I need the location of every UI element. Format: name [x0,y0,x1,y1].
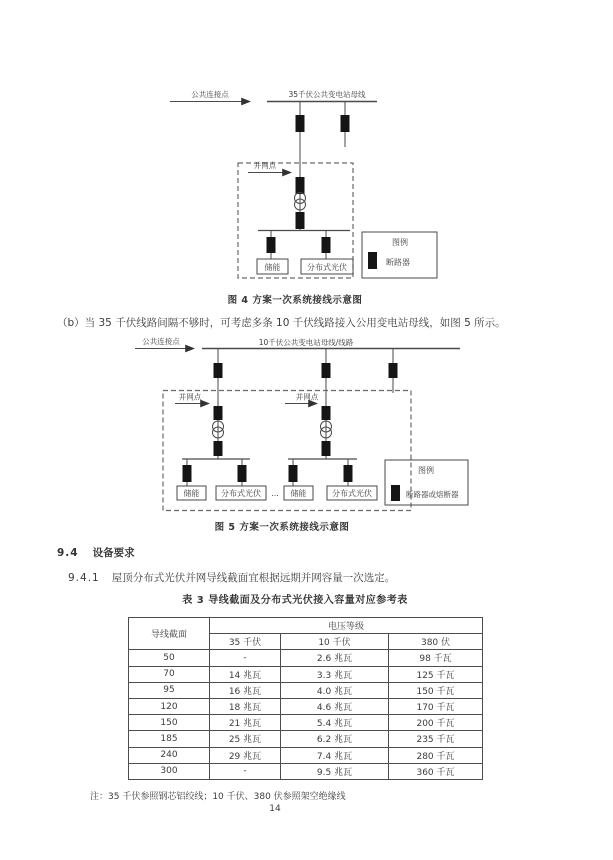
table-cell: 16 兆瓦 [210,682,281,698]
legend-title: 图例 [392,238,408,247]
table-cell: 4.0 兆瓦 [281,682,389,698]
page-number: 14 [269,804,281,814]
table-cell: 25 兆瓦 [210,731,281,747]
table-cell: 300 [129,763,210,779]
breaker-icon [322,441,331,456]
clause-9-4-1 [68,570,568,585]
table-row [129,715,483,731]
pv-label-1: 分布式光伏 [221,489,261,498]
table-row [129,731,483,747]
table-row [129,682,483,698]
grid-point-label-2: 并网点 [295,392,319,402]
clause-number: 9.4.1 [68,572,100,584]
breaker-icon [289,465,298,482]
storage-label-2: 储能 [290,489,307,498]
table-row [129,666,483,682]
table-cell: 280 千瓦 [389,747,483,763]
table-cell: - [210,650,281,666]
breaker-icon [322,406,331,420]
breaker-icon [322,237,331,253]
table-cell: 170 千瓦 [389,698,483,714]
pcc-label: 公共连接点 [142,337,180,346]
table-row [129,763,483,779]
ellipsis-label: ... [271,489,279,498]
breaker-icon [214,363,223,378]
table-note: 注：35 千伏参照钢芯铝绞线；10 千伏、380 伏参照架空绝缘线 [90,792,346,802]
table-cell: 240 [129,747,210,763]
pcc-label: 公共连接点 [191,90,229,99]
conductor-table [128,617,483,780]
pv-label-2: 分布式光伏 [332,489,372,498]
table-cell: 70 [129,666,210,682]
breaker-icon [391,485,400,501]
section-number: 9.4 [57,547,79,559]
breaker-icon [344,465,353,482]
section-title: 设备要求 [92,547,135,559]
breaker-icon [389,363,398,378]
table-row [129,698,483,714]
busbar-label: 10千伏公共变电站母线/线路 [258,338,354,347]
pv-label: 分布式光伏 [307,263,347,272]
grid-point-label: 并网点 [253,161,277,170]
col-header-10kv: 10 千伏 [281,634,389,650]
table-cell: 360 千瓦 [389,763,483,779]
table-cell: 6.2 兆瓦 [281,731,389,747]
storage-label-1: 储能 [183,489,200,498]
table-cell: 120 [129,698,210,714]
busbar-label: 35千伏公共变电站母线 [288,90,366,99]
breaker-icon [296,212,305,229]
table-cell: 4.6 兆瓦 [281,698,389,714]
breaker-icon [238,465,247,482]
plant-boundary-box [163,391,411,511]
breaker-icon [214,406,223,420]
table-cell: 125 千瓦 [389,666,483,682]
table-cell: 150 千瓦 [389,682,483,698]
figure5-diagram [130,335,475,515]
grid-point-label-1: 并网点 [178,392,202,402]
table-cell: 5.4 兆瓦 [281,715,389,731]
figure4-diagram [160,85,450,285]
storage-label: 储能 [264,263,281,272]
table-cell: 200 千瓦 [389,715,483,731]
table-cell: 185 [129,731,210,747]
table-cell: 50 [129,650,210,666]
breaker-icon [296,115,305,132]
table-title: 表 3 导线截面及分布式光伏接入容量对应参考表 [182,595,408,606]
table-cell: 21 兆瓦 [210,715,281,731]
legend-item-label: 断路器或熔断器 [406,490,459,499]
table-cell: 18 兆瓦 [210,698,281,714]
legend-title: 图例 [418,466,434,475]
figure5-caption: 图 5 方案一次系统接线示意图 [214,522,350,533]
breaker-icon [296,177,305,194]
paragraph-b: （b）当 35 千伏线路间隔不够时，可考虑多条 10 千伏线路接入公用变电站母线，如图 5 所示。 [57,317,506,329]
breaker-icon [322,363,331,378]
table-cell: 29 兆瓦 [210,747,281,763]
breaker-icon [267,237,276,253]
table-cell: 150 [129,715,210,731]
col-header-voltage-group: 电压等级 [210,618,483,634]
table-cell: - [210,763,281,779]
table-cell: 9.5 兆瓦 [281,763,389,779]
col-header-35kv: 35 千伏 [210,634,281,650]
breaker-icon [183,465,192,482]
table-cell: 3.3 兆瓦 [281,666,389,682]
section-heading [57,545,135,560]
breaker-icon [341,115,350,132]
table-body [129,650,483,780]
table-row [129,747,483,763]
breaker-icon [214,441,223,456]
col-header-conductor: 导线截面 [129,618,210,650]
table-header-row [129,618,483,634]
table-cell: 95 [129,682,210,698]
table-cell: 7.4 兆瓦 [281,747,389,763]
breaker-icon [368,252,377,269]
legend-item-label: 断路器 [386,258,410,267]
clause-text: 屋顶分布式光伏并网导线截面宜根据远期并网容量一次选定。 [111,572,396,584]
table-cell: 98 千瓦 [389,650,483,666]
figure4-caption: 图 4 方案一次系统接线示意图 [227,295,363,306]
table-row [129,650,483,666]
table-cell: 14 兆瓦 [210,666,281,682]
table-cell: 235 千瓦 [389,731,483,747]
table-cell: 2.6 兆瓦 [281,650,389,666]
col-header-380v: 380 伏 [389,634,483,650]
